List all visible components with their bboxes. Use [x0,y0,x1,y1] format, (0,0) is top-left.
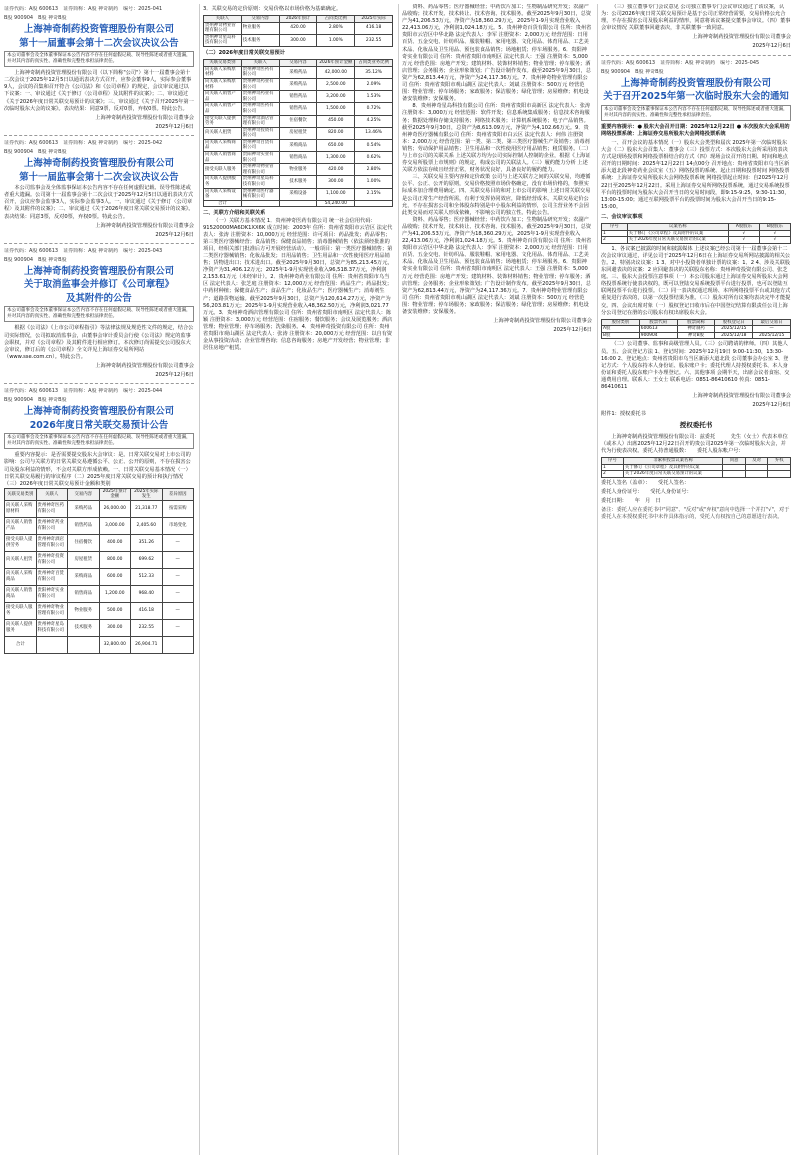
table-cell: √ [759,237,790,244]
table-cell: 420.00 [279,22,317,34]
table-row [204,22,393,34]
signature: 上海神奇制药投资管理股份有限公司董事会 [95,114,194,121]
table-cell: 2025/12/18 [715,332,753,339]
announcement-body: 1、各议案已披露的时间和披露媒体 上述议案已经公司第十一届董事会第十二次会议审议通过，详见公司于2025年12月6日在上海证券交易所网站披露的相关公告。2、特别决议议案：1 3、对中小投资者单独计票的议案：1、2 4、涉及关联股东回避表决的议案：2 应回避表决的关联股东名称：贵州神奇投资有限公司、张芝庭。三、股东大会投票注意事项（一）本公司股东通过上海证券交易所股东大会网络投票系统行使表决权的，既可以登陆交易系统投票平台进行投票，也可以登陆互联网投票平台进行投票。（二）同一表决权通过现场、本所网络投票平台或其他方式重复进行表决的，以第一次投票结果为准。（三）股东对所有议案均表决完毕才能提交。四、会议出席对象（一）股权登记日收市后在中国登记结算有限责任公司上海分公司登记在册的公司股东有权出席股东大会。 [601,245,791,316]
announcement-body: 上海神奇制药投资管理股份有限公司（以下简称"公司"）第十一届董事会第十二次会议于2025年12月5日以通讯表决方式召开，应参会董事9人，实际参会董事9人，会议的召集和召开符合《公司法》和《公司章程》的规定，会议审议通过以下议案：一、审议通过《关于修订〈公司章程〉及其附件的议案》；二、审议通过《关于2026年度日常关联交易预计的议案》；三、审议通过《关于召开2025年第一次临时股东大会的议案》。表决结果：同意9票，反对0票，弃权0票。特此公告。 [4,70,194,112]
table-cell: 物业服务 [241,22,279,34]
table-cell: — [162,551,194,568]
table-cell: 1 [602,464,624,471]
announcement-title: 上海神奇制药投资管理股份有限公司 [23,158,174,170]
table-cell: 900904 [639,332,677,339]
table-cell: 采购药品 [279,78,317,90]
table-cell: 贵州神奇星岛科技有限公司 [204,34,242,46]
table-cell: 3,000.00 [99,517,131,534]
table-cell: 接受关联人服务 [204,164,242,176]
table-cell: 贵州神奇药业有限公司 [241,91,279,103]
table-cell: 4.25% [355,115,393,127]
table-cell [768,464,791,471]
table-cell: 向关联人销售产品 [204,103,242,115]
table-cell: 神奇制药 [677,326,715,333]
registration-table: 股份类别 股票代码 股票简称 股权登记日 最后交易日 A股 600613 神奇制药 2025/12/15 — B股 900904 神奇B股 2025/12/18 2025/12/15 [601,319,791,340]
table-cell: 向关联人租赁 [204,127,242,139]
table-cell: 采购设备 [279,188,317,200]
table-row [204,127,393,139]
table-cell: 2025/12/15 [753,332,791,339]
table-cell: 采购药品 [68,500,100,517]
table-cell: 2.09% [355,78,393,90]
table-cell: 向关联人销售产品 [5,517,37,534]
table-cell: 820.00 [317,127,355,139]
table-cell: 1.00% [317,34,355,46]
announcement-body: 资料、药品零售；医疗器械经营；中药饮片加工；生物制品研究开发；农副产品收购；技术开发、技术转让、技术咨询、技术服务。截至2025年9月30日，总资产为41,206.53万元，净资产为18,360.29万元，2025年1-9月实现营业收入22,413.06万元，净利润1,024.18万元。5．贵州神奇百货有限公司 住所：贵州省贵阳市云岩区中华北路 法定代表人：李军 注册资本：2,000万元 经营范围：日用百货、五金交电、针纺织品、服装鞋帽、家用电器、文化用品、体育用品、工艺美术品、化妆品及卫生用品、预包装食品销售；场地租赁；停车场服务。6．贵阳神奇实业有限公司 住所：贵州省贵阳市南明区 法定代表人：王强 注册资本：5,000万元 经营范围：房地产开发；建筑材料、装饰材料销售；物业管理；停车服务；酒店管理；会务服务；企业形象策划；广告设计制作发布。截至2025年9月30日，总资产为62,813.44万元，净资产为24,117.36万元。7．贵州神奇物业管理有限公司 住所：贵州省贵阳市观山湖区 法定代表人：刘斌 注册资本：500万元 经营范围：物业管理；停车场服务；家政服务；保洁服务；绿化管理；房屋维修；机电设备安装维修；安保服务。 [402,4,592,103]
table-cell: 2.80% [317,22,355,34]
announcement-body: 三、关联交易主要内容和定价政策 公司与上述关联方之间的关联交易，均遵循公平、公正、公开的原则，交易价格按照市场价格确定，没有市场价格的，参照实际成本加合理费用确定。四、关联交易目的和对上市公司的影响 上述日常关联交易是公司正常生产经营所需，有利于发挥协同效应，降低经营成本。关联交易定价公允，不存在损害公司和全体股东特别是中小股东利益的情形，公司主营业务不会因此类交易而对关联人形成依赖，不影响公司的独立性。特此公告。 [402,174,591,216]
table-cell: 采购商品 [68,568,100,585]
table-cell: 向关联人采购原材料 [204,78,242,90]
announcement-title: 及其附件的公告 [66,292,132,304]
column-4: （三）独立董事专门会议意见 公司独立董事专门会议审议通过了该议案，认为：公司2026年度日常关联交易预计是基于公司正常经营需要，交易价格公允合理，不存在损害公司及股东利益的情形，同意将该议案提交董事会审议。（四）董事会审议情况 关联董事回避表决，非关联董事一致同意。 上海神奇制药投资管理股份有限公司董事会 2025年12月6日 证券代码：A股 600613 证券简称：A股 神奇制药 编号：2025-045 B股 900904 B股 神奇B股 上海神奇制药投资管理股份有限公司 关于召开2025年第一次临时股东大会的通知 本公司董事会及全体董事保证本公告内容不存在任何虚假记载、误导性陈述或者重大遗漏，并对其内容的真实性、准确性和完整性承担法律责任。 重要内容提示：● 股东大会召开日期：2025年12月22日 ● 本次股东大会采用的网络投票系统：上海证券交易所股东大会网络投票系统 一、召开会议的基本情况（一）股东大会类型和届次 2025年第一次临时股东大会（二）股东大会召集人：董事会（三）投票方式：本次股东大会所采用的表决方式是现场投票和网络投票相结合的方式（四）现场会议召开的日期、时间和地点 召开的日期时间：2025年12月22日 14点00分 召开地点：贵州省贵阳市乌当区新添大道北段神奇药业会议室（五）网络投票的系统、起止日期和投票时间 网络投票系统：上海证券交易所股东大会网络投票系统 网络投票起止时间：自2025年12月22日至2025年12月22日。采用上海证券交易所网络投票系统，通过交易系统投票平台的投票时间为股东大会召开当日的交易时间段，即9:15-9:25，9:30-11:30，13:00-15:00；通过互联网投票平台的投票时间为股东大会召开当日的9:15-15:00。 二、会议审议事项 序号 议案名称 A股股东 B股股东 1 关于修订《公司章程》及其附件的议案 √ √ 2 关于2026年度日常关联交易预计的议案 √ √ 1、各议案已披露的时间和披露媒体 上述议案已经公司第十一届董事会第十二次会议审议通过，详见公司于2025年12月6日在上海证券交易所网站披露的相关公告。2、特别决议议案：1 3、对中小投资者单独计票的议案：1、2 4、涉及关联股东回避表决的议案：2 应回避表决的关联股东名称：贵州神奇投资有限公司、张芝庭。三、股东大会投票注意事项（一）本公司股东通过上海证券交易所股东大会网络投票系统行使表决权的，既可以登陆交易系统投票平台进行投票，也可以登陆互联网投票平台进行投票。（二）同一表决权通过现场、本所网络投票平台或其他方式重复进行表决的，以第一次投票结果为准。（三）股东对所有议案均表决完毕才能提交。四、会议出席对象（一）股权登记日收市后在中国登记结算有限责任公司上海分公司登记在册的公司股东有权出席股东大会。 股份类别 股票代码 股票简称 股权登记日 最后交易日 A股 600613 神奇制药 2025/12/15 — B股 900904 神奇B股 2025/12/18 2025/12/15 （二）公司董事、监事和高级管理人员。（三）公司聘请的律师。（四）其他人员。五、会议登记方法 1、登记时间：2025年12月19日 9:00-11:30，13:30-16:00 2、登记地点：贵州省贵阳市乌当区新添大道北段 公司董事会办公室 3、登记方式：个人股东持本人身份证、股东账户卡；委托代理人持授权委托书、本人身份证和委托人股东账户卡办理登记。六、其他事项 会期半天，出席会议者食宿、交通费用自理。联系人：王女士 联系电话：0851-86410610 传真：0851-86410611 上海神奇制药投资管理股份有限公司董事会 2025年12月6日 附件1：授权委托书 授权委托书 上海神奇制药投资管理股份有限公司：兹委托 先生（女士）代表本单位（或本人）出席2025年12月22日召开的贵公司2025年第一次临时股东大会，并代为行使表决权。委托人持普通股数： 委托人股东帐户号： 序号 非累积投票议案名称 同意 反对 弃权 1 关于修订《公司章程》及其附件的议案 2 关于2026年度日常关联交易预计的议案 委托人签名（盖章）： 受托人签名： 委托人身份证号： 受托人身份证号： 委托日期： 年 月 日 备注：委托人应在委托书中"同意"、"反对"或"弃权"意向中选择一个并打"√"，对于委托人在本授权委托书中未作具体指示的，受托人有权按自己的意愿进行表决。 [601,4,791,521]
table-cell: 向关联人租赁 [5,551,37,568]
announcement-title: 2026年度日常关联交易预计公告 [29,419,169,431]
table-cell: 贵州神奇投资有限公司 [241,127,279,139]
table-cell: 贵州神奇百货有限公司 [36,568,68,585]
table-cell: 销售药品 [279,91,317,103]
table-cell [745,464,768,471]
table-cell: 500.00 [99,602,131,619]
table-cell: 0.72% [355,103,393,115]
table-row [204,152,393,164]
table-cell: 销售商品 [68,585,100,602]
table-cell: — [753,326,791,333]
table-cell: — [162,568,194,585]
table-cell: 贵州神奇物业管理有限公司 [241,164,279,176]
table-cell: 合计 [5,636,37,653]
table-cell: 3,200.00 [317,91,355,103]
table-row [5,517,194,534]
table-cell: — [162,619,194,636]
table-cell: 232.55 [355,34,393,46]
table-cell: 市场变化 [162,517,194,534]
table-row [204,188,393,200]
table-cell: 300.00 [279,34,317,46]
table-cell: B股 [602,332,640,339]
table-cell: 13.46% [355,127,393,139]
table-row [5,619,194,636]
table-row [204,78,393,90]
table-cell: 贵州神奇星岛科技有限公司 [241,176,279,188]
table-cell: 416.18 [355,22,393,34]
table-cell: 32,800.00 [99,636,131,653]
table-cell: 按需采购 [162,500,194,517]
announcement-body: 一、召开会议的基本情况（一）股东大会类型和届次 2025年第一次临时股东大会（二）股东大会召集人：董事会（三）投票方式：本次股东大会所采用的表决方式是现场投票和网络投票相结合的方式（四）现场会议召开的日期、时间和地点 召开的日期时间：2025年12月22日 14点00分 召开地点：贵州省贵阳市乌当区新添大道北段神奇药业会议室（五）网络投票的系统、起止日期和投票时间 网络投票系统：上海证券交易所股东大会网络投票系统 网络投票起止时间：自2025年12月22日至2025年12月22日。采用上海证券交易所网络投票系统，通过交易系统投票平台的投票时间为股东大会召开当日的交易时间段，即9:15-9:25，9:30-11:30，13:00-15:00；通过互联网投票平台的投票时间为股东大会召开当日的9:15-15:00。 [601,139,790,210]
table-cell: 向关联人销售商品 [204,152,242,164]
announcement-body: 资料、药品零售；医疗器械经营；中药饮片加工；生物制品研究开发；农副产品收购；技术开发、技术转让、技术咨询、技术服务。截至2025年9月30日，总资产为41,206.53万元，净资产为18,360.29万元，2025年1-9月实现营业收入22,413.06万元，净利润1,024.18万元。5．贵州神奇百货有限公司 住所：贵州省贵阳市云岩区中华北路 法定代表人：李军 注册资本：2,000万元 经营范围：日用百货、五金交电、针纺织品、服装鞋帽、家用电器、文化用品、体育用品、工艺美术品、化妆品及卫生用品、预包装食品销售；场地租赁；停车场服务。6．贵阳神奇实业有限公司 住所：贵州省贵阳市南明区 法定代表人：王强 注册资本：5,000万元 经营范围：房地产开发；建筑材料、装饰材料销售；物业管理；停车服务；酒店管理；会务服务；企业形象策划；广告设计制作发布。截至2025年9月30日，总资产为62,813.44万元，净资产为24,117.36万元。7．贵州神奇物业管理有限公司 住所：贵州省贵阳市观山湖区 法定代表人：刘斌 注册资本：500万元 经营范围：物业管理；停车场服务；家政服务；保洁服务；绿化管理；房屋维修；机电设备安装维修；安保服务。 [402,216,592,316]
table-row [204,34,393,46]
table-cell: 技术服务 [68,619,100,636]
table-cell: 贵州神奇酒店管理有限公司 [241,115,279,127]
table-cell: 向关联人销售商品 [5,585,37,602]
announcement-title: 上海神奇制药投资管理股份有限公司 [23,406,174,418]
table-cell: 向关联人提供服务 [204,176,242,188]
table-cell: 232.55 [131,619,163,636]
column-3: 资料、药品零售；医疗器械经营；中药饮片加工；生物制品研究开发；农副产品收购；技术开发、技术转让、技术咨询、技术服务。截至2025年9月30日，总资产为41,206.53万元，净资产为18,360.29万元，2025年1-9月实现营业收入22,413.06万元，净利润1,024.18万元。5．贵州神奇百货有限公司 住所：贵州省贵阳市云岩区中华北路 法定代表人：李军 注册资本：2,000万元 经营范围：日用百货、五金交电、针纺织品、服装鞋帽、家用电器、文化用品、体育用品、工艺美术品、化妆品及卫生用品、预包装食品销售；场地租赁；停车场服务。6．贵阳神奇实业有限公司 住所：贵州省贵阳市南明区 法定代表人：王强 注册资本：5,000万元 经营范围：房地产开发；建筑材料、装饰材料销售；物业管理；停车服务；酒店管理；会务服务；企业形象策划；广告设计制作发布。截至2025年9月30日，总资产为62,813.44万元，净资产为24,117.36万元。7．贵州神奇物业管理有限公司 住所：贵州省贵阳市观山湖区 法定代表人：刘斌 注册资本：500万元 经营范围：物业管理；停车场服务；家政服务；保洁服务；绿化管理；房屋维修；机电设备安装维修；安保服务。 8．贵州神奇星岛科技有限公司 住所：贵州省贵阳市高新区 法定代表人：张涛 注册资本：3,000万元 经营范围：软件开发；信息系统集成服务；信息技术咨询服务；数据处理和存储支持服务；网络技术服务；计算机系统服务；电子产品销售。截至2025年9月30日，总资产为8,613.09万元，净资产为4,102.66万元。9．贵州神奇医疗器械有限公司 住所：贵州省贵阳市白云区 法定代表人：何伟 注册资本：2,000万元 经营范围：第一类、第二类、第三类医疗器械生产及销售；消毒剂销售；劳动保护用品销售；卫生用品和一次性使用医疗用品销售；租赁服务。（二）与上市公司的关联关系 上述关联方均为公司实际控制人控制的企业，根据《上海证券交易所股票上市规则》的规定，构成公司的关联法人。（三）履约能力分析 上述关联方依法存续且经营正常，财务状况良好，具备良好的履约能力。 三、关联交易主要内容和定价政策 公司与上述关联方之间的关联交易，均遵循公平、公正、公开的原则，交易价格按照市场价格确定，没有市场价格的，参照实际成本加合理费用确定。四、关联交易目的和对上市公司的影响 上述日常关联交易是公司正常生产经营所需，有利于发挥协同效应，降低经营成本。关联交易定价公允，不存在损害公司和全体股东特别是中小股东利益的情形，公司主营业务不会因此类交易而对关联人形成依赖，不影响公司的独立性。特此公告。 资料、药品零售；医疗器械经营；中药饮片加工；生物制品研究开发；农副产品收购；技术开发、技术转让、技术咨询、技术服务。截至2025年9月30日，总资产为41,206.53万元，净资产为18,360.29万元，2025年1-9月实现营业收入22,413.06万元，净利润1,024.18万元。5．贵州神奇百货有限公司 住所：贵州省贵阳市云岩区中华北路 法定代表人：李军 注册资本：2,000万元 经营范围：日用百货、五金交电、针纺织品、服装鞋帽、家用电器、文化用品、体育用品、工艺美术品、化妆品及卫生用品、预包装食品销售；场地租赁；停车场服务。6．贵阳神奇实业有限公司 住所：贵州省贵阳市南明区 法定代表人：王强 注册资本：5,000万元 经营范围：房地产开发；建筑材料、装饰材料销售；物业管理；停车服务；酒店管理；会务服务；企业形象策划；广告设计制作发布。截至2025年9月30日，总资产为62,813.44万元，净资产为24,117.36万元。7．贵州神奇物业管理有限公司 住所：贵州省贵阳市观山湖区 法定代表人：刘斌 注册资本：500万元 经营范围：物业管理；停车场服务；家政服务；保洁服务；绿化管理；房屋维修；机电设备安装维修；安保服务。 上海神奇制药投资管理股份有限公司董事会 2025年12月6日 [402,4,592,334]
table-row [602,230,791,237]
table-cell: 贵州神奇医药有限公司 [36,500,68,517]
table-cell: 贵州神奇医药有限公司 [241,66,279,78]
table-cell: 技术服务 [241,34,279,46]
table-cell: 向关联人采购原材料 [204,66,242,78]
table-cell [723,471,746,478]
table-cell: 420.00 [317,164,355,176]
table-cell: 1,200.00 [99,585,131,602]
table-cell [745,471,768,478]
table-cell: 1.53% [355,91,393,103]
table-cell: 技术服务 [279,176,317,188]
table-row [204,115,393,127]
table-cell: — [162,534,194,551]
table-cell: 接受关联人提供劳务 [5,534,37,551]
column-2: 3．关联交易的定价原则：交易价格以市场价格为基础确定。 关联人 交易内容 2026年预计 占同类比例 2025年实际 贵州神奇物业管理有限公司 物业服务 420.00 2.80% 416.18 贵州神奇星岛科技有限公司 技术服务 300.00 1.00% 232.55 （二）2026年度日常关联交易预计 关联交易类别 关联人 交易内容 2026年预计金额 占同类业务比例 向关联人采购原材料 贵州神奇医药有限公司 采购药品 42,000.00 35.12% 向关联人采购原材料 贵州神奇药业有限公司 采购药品 2,500.00 2.09% 向关联人销售产品 贵州神奇药业有限公司 销售药品 3,200.00 1.53% 向关联人销售产品 贵州神奇医药有限公司 销售药品 1,500.00 0.72% 接受关联人提供劳务 贵州神奇酒店管理有限公司 住宿餐饮 450.00 4.25% 向关联人租赁 贵州神奇投资有限公司 房屋租赁 820.00 13.46% 向关联人采购商品 贵州神奇百货有限公司 采购商品 650.00 0.54% 向关联人销售商品 贵阳神奇实业有限公司 销售商品 1,300.00 0.62% 接受关联人服务 贵州神奇物业管理有限公司 物业服务 420.00 2.80% 向关联人提供服务 贵州神奇星岛科技有限公司 技术服务 300.00 1.00% 向关联人采购设备 贵州神奇医疗器械有限公司 采购设备 1,100.00 2.15% 合计 54,240.00 二、关联方介绍和关联关系 （一）关联方基本情况 1．贵州神奇医药有限公司 统一社会信用代码：91520000MA6DK1XX6K 成立时间：2003年 住所：贵州省贵阳市云岩区 法定代表人：张涛 注册资本：10,000万元 经营范围：许可项目：药品批发；药品零售；第三类医疗器械经营；食品销售；保健食品销售；消毒器械销售（依法须经批准的项目，经相关部门批准后方可开展经营活动）。一般项目：第一类医疗器械销售；第二类医疗器械销售；化妆品批发；日用品销售；卫生用品和一次性使用医疗用品销售；货物进出口；技术进出口。截至2025年9月30日，总资产为85,213.45万元，净资产为31,406.12万元；2025年1-9月实现营业收入96,518.37万元，净利润2,153.61万元（未经审计）。2．贵州神奇药业有限公司 住所：贵州省贵阳市乌当区 法定代表人：张芝庭 注册资本：12,000万元 经营范围：药品生产；药品批发；中药材种植；保健食品生产；食品生产；化妆品生产；医疗器械生产；消毒剂生产；道路货物运输。截至2025年9月30日，总资产为120,614.27万元，净资产为56,203.81万元；2025年1-9月实现营业收入48,362.50万元，净利润3,021.77万元。3．贵州神奇酒店管理有限公司 住所：贵州省贵阳市南明区 法定代表人：陈颖 注册资本：3,000万元 经营范围：住宿服务；餐饮服务；会议及展览服务；酒店管理；物业管理；停车场服务；洗染服务。4．贵州神奇投资有限公司 住所：贵州省贵阳市观山湖区 法定代表人：张涛 注册资本：20,000万元 经营范围：以自有资金从事投资活动；企业管理咨询；信息咨询服务；房地产开发经营；物业管理；非居住房地产租赁。 [203,6,393,352]
responsibility-notice: 本公司董事会及全体董事保证本公告内容不存在任何虚假记载、误导性陈述或者重大遗漏，并对其内容的真实性、准确性和完整性承担法律责任。 [4,51,194,67]
table-cell: 450.00 [317,115,355,127]
related-transactions-table: 关联交易类别 关联人 交易内容 2025年预计金额 2025年实际发生 差异原因 向关联人采购原材料 贵州神奇医药有限公司 采购药品 26,000.00 21,318.77 按需采购 向关联人销售产品 贵州神奇药业有限公司 销售药品 3,000.00 2,405.60 市场变化 接受关联人提供劳务 贵州神奇酒店管理有限公司 住宿餐饮 400.00 351.26 — 向关联人租赁 贵州神奇投资有限公司 房屋租赁 800.00 699.62 — 向关联人采购商品 贵州神奇百货有限公司 采购商品 600.00 512.33 — 向关联人销售商品 贵阳神奇实业有限公司 销售商品 1,200.00 968.40 — 接受关联人服务 贵州神奇物业管理有限公司 物业服务 500.00 416.18 — 向关联人提供服务 贵州神奇星岛科技有限公司 技术服务 300.00 232.55 — 合计 32,800.00 26,904.71 [4,488,194,654]
table-row [602,471,791,478]
table-cell [162,636,194,653]
table-cell: 512.33 [131,568,163,585]
table-cell: 关于修订《公司章程》及其附件的议案 [627,230,728,237]
table-cell: 关于2026年度日常关联交易预计的议案 [627,237,728,244]
table-cell: 600.00 [99,568,131,585]
table-cell: 住宿餐饮 [68,534,100,551]
table-row [204,164,393,176]
table-row [204,103,393,115]
table-cell: 贵阳神奇实业有限公司 [241,152,279,164]
table-cell: 2025/12/15 [715,326,753,333]
table-row [5,568,194,585]
table-cell: 1,100.00 [317,188,355,200]
table-cell: 贵阳神奇实业有限公司 [36,585,68,602]
table-row [5,551,194,568]
table-cell [36,636,68,653]
table-row [602,326,791,333]
table-row [204,91,393,103]
table-cell: √ [728,237,759,244]
table-cell: 贵州神奇百货有限公司 [241,139,279,151]
table-cell: 2.15% [355,188,393,200]
table-cell: 采购药品 [279,66,317,78]
table-cell: 向关联人采购商品 [5,568,37,585]
announcement-title: 关于取消监事会并修订《公司章程》 [23,279,174,291]
table-cell: — [162,602,194,619]
table-cell: 968.40 [131,585,163,602]
announcement-body: （二）公司董事、监事和高级管理人员。（三）公司聘请的律师。（四）其他人员。五、会议登记方法 1、登记时间：2025年12月19日 9:00-11:30，13:30-16:00 2、登记地点：贵州省贵阳市乌当区新添大道北段 公司董事会办公室 3、登记方式：个人股东持本人身份证、股东账户卡；委托代理人持授权委托书、本人身份证和委托人股东账户卡办理登记。六、其他事项 会期半天，出席会议者食宿、交通费用自理。联系人：王女士 联系电话：0851-86410610 传真：0851-86410611 [601,341,790,391]
table-cell: 416.18 [131,602,163,619]
table-cell: 2 [602,471,624,478]
table-cell: 贵州神奇物业管理有限公司 [204,22,242,34]
table-cell: 2 [602,237,628,244]
table-row [602,237,791,244]
table-cell: 0.54% [355,139,393,151]
table-cell: 2.80% [355,164,393,176]
table-total-row [204,200,393,207]
announcement-title: 上海神奇制药投资管理股份有限公司 [23,265,174,277]
table-cell: 关于2026年度日常关联交易预计的议案 [623,471,722,478]
proxy-vote-table: 序号 非累积投票议案名称 同意 反对 弃权 1 关于修订《公司章程》及其附件的议案 2 关于2026年度日常关联交易预计的议案 [601,457,791,478]
table-cell: 贵州神奇酒店管理有限公司 [36,534,68,551]
announcement-title: 第十一届董事会第十二次会议决议公告 [19,37,179,49]
table-row [5,585,194,602]
announcement-title: 上海神奇制药投资管理股份有限公司 [620,77,771,89]
table-cell: 贵州神奇药业有限公司 [36,517,68,534]
table-cell [768,471,791,478]
table-cell: 1 [602,230,628,237]
table-cell: 向关联人采购设备 [204,188,242,200]
table-cell: 销售药品 [279,103,317,115]
table-cell: √ [728,230,759,237]
table-cell: 神奇B股 [677,332,715,339]
table-cell: 向关联人采购商品 [204,139,242,151]
announcement-body: 重要内容提示：是否需要提交股东大会审议：是。日常关联交易对上市公司的影响：公司与关联方的日常关联交易遵循公平、公正、公开的原则，不存在损害公司及股东利益的情形，不会对关联方形成依赖。一、日常关联交易基本情况（一）日常关联交易履行的审议程序（二）2025年度日常关联交易的预计和执行情况（三）2026年度日常关联交易预计金额和类别 [4,452,191,487]
table-cell: 贵州神奇投资有限公司 [36,551,68,568]
table-cell: 300.00 [99,619,131,636]
table-cell: 房屋租赁 [279,127,317,139]
table-cell: 向关联人提供服务 [5,619,37,636]
table-row [5,500,194,517]
table-cell: 351.26 [131,534,163,551]
table-cell: 300.00 [317,176,355,188]
announcement-title: 上海神奇制药投资管理股份有限公司 [23,24,174,36]
table-cell: — [162,585,194,602]
table-cell: 600613 [639,326,677,333]
table-cell: 房屋租赁 [68,551,100,568]
table-cell: 向关联人采购原材料 [5,500,37,517]
table-cell: 贵州神奇药业有限公司 [241,78,279,90]
table-cell [68,636,100,653]
table-cell: 1.00% [355,176,393,188]
newspaper-page [4,4,796,1155]
table-row [204,66,393,78]
agenda-table: 序号 议案名称 A股股东 B股股东 1 关于修订《公司章程》及其附件的议案 √ √ 2 关于2026年度日常关联交易预计的议案 √ √ [601,223,791,244]
announcement-title: 第十一届监事会第十二次会议决议公告 [19,171,179,183]
table-cell: 关于修订《公司章程》及其附件的议案 [623,464,722,471]
announcement-body: 根据《公司法》《上市公司章程指引》等法律法规及规范性文件的规定，结合公司实际情况，公司拟取消监事会，由董事会审计委员会行使《公司法》规定的监事会职权，并对《公司章程》及其附件进行相应修订。本次修订尚需提交公司股东大会审议，修订后的《公司章程》全文详见上海证券交易所网站（www.sse.com.cn）。特此公告。 [4,325,194,360]
table-cell [355,200,393,207]
table-cell: 35.12% [355,66,393,78]
table-cell: 销售药品 [68,517,100,534]
table-cell: 住宿餐饮 [279,115,317,127]
table-cell: 向关联人销售产品 [204,91,242,103]
table-cell: 42,000.00 [317,66,355,78]
table-row [602,464,791,471]
table-cell: 采购商品 [279,139,317,151]
table-cell: 800.00 [99,551,131,568]
table-cell: 1,300.00 [317,152,355,164]
table-row [5,602,194,619]
table-cell: 贵州神奇星岛科技有限公司 [36,619,68,636]
table-cell: 贵州神奇医药有限公司 [241,103,279,115]
table-cell: 合计 [204,200,242,207]
table-cell: 2,500.00 [317,78,355,90]
table-cell: 54,240.00 [317,200,355,207]
table-cell: 物业服务 [279,164,317,176]
related-transactions-2026-table: 关联交易类别 关联人 交易内容 2026年预计金额 占同类业务比例 向关联人采购原材料 贵州神奇医药有限公司 采购药品 42,000.00 35.12% 向关联人采购原材料 贵州神奇药业有限公司 采购药品 2,500.00 2.09% 向关联人销售产品 贵州神奇药业有限公司 销售药品 3,200.00 1.53% 向关联人销售产品 贵州神奇医药有限公司 销售药品 1,500.00 0.72% 接受关联人提供劳务 贵州神奇酒店管理有限公司 住宿餐饮 450.00 4.25% 向关联人租赁 贵州神奇投资有限公司 房屋租赁 820.00 13.46% 向关联人采购商品 贵州神奇百货有限公司 采购商品 650.00 0.54% 向关联人销售商品 贵阳神奇实业有限公司 销售商品 1,300.00 0.62% 接受关联人服务 贵州神奇物业管理有限公司 物业服务 420.00 2.80% 向关联人提供服务 贵州神奇星岛科技有限公司 技术服务 300.00 1.00% 向关联人采购设备 贵州神奇医疗器械有限公司 采购设备 1,100.00 2.15% 合计 54,240.00 [203,59,393,207]
table-cell: 400.00 [99,534,131,551]
table-row [204,139,393,151]
table-cell: 销售商品 [279,152,317,164]
announcement-body: （一）关联方基本情况 1．贵州神奇医药有限公司 统一社会信用代码：91520000MA6DK1XX6K 成立时间：2003年 住所：贵州省贵阳市云岩区 法定代表人：张涛 注册资本：10,000万元 经营范围：许可项目：药品批发；药品零售；第三类医疗器械经营；食品销售；保健食品销售；消毒器械销售（依法须经批准的项目，经相关部门批准后方可开展经营活动）。一般项目：第一类医疗器械销售；第二类医疗器械销售；化妆品批发；日用品销售；卫生用品和一次性使用医疗用品销售；货物进出口；技术进出口。截至2025年9月30日，总资产为85,213.45万元，净资产为31,406.12万元；2025年1-9月实现营业收入96,518.37万元，净利润2,153.61万元（未经审计）。2．贵州神奇药业有限公司 住所：贵州省贵阳市乌当区 法定代表人：张芝庭 注册资本：12,000万元 经营范围：药品生产；药品批发；中药材种植；保健食品生产；食品生产；化妆品生产；医疗器械生产；消毒剂生产；道路货物运输。截至2025年9月30日，总资产为120,614.27万元，净资产为56,203.81万元；2025年1-9月实现营业收入48,362.50万元，净利润3,021.77万元。3．贵州神奇酒店管理有限公司 住所：贵州省贵阳市南明区 法定代表人：陈颖 注册资本：3,000万元 经营范围：住宿服务；餐饮服务；会议及展览服务；酒店管理；物业管理；停车场服务；洗染服务。4．贵州神奇投资有限公司 住所：贵州省贵阳市观山湖区 法定代表人：张涛 注册资本：20,000万元 经营范围：以自有资金从事投资活动；企业管理咨询；信息咨询服务；房地产开发经营；物业管理；非居住房地产租赁。 [203,217,393,352]
table-cell: 贵州神奇医疗器械有限公司 [241,188,279,200]
table-cell: 贵州神奇物业管理有限公司 [36,602,68,619]
table-cell: 26,904.71 [131,636,163,653]
table-total-row [5,636,194,653]
table-cell: 2,405.60 [131,517,163,534]
table-cell: 21,318.77 [131,500,163,517]
table-row [5,534,194,551]
table-cell: 接受关联人服务 [5,602,37,619]
related-transactions-summary-table: 关联人 交易内容 2026年预计 占同类比例 2025年实际 贵州神奇物业管理有限公司 物业服务 420.00 2.80% 416.18 贵州神奇星岛科技有限公司 技术服务 300.00 1.00% 232.55 [203,15,393,47]
table-cell: 接受关联人提供劳务 [204,115,242,127]
table-cell [279,200,317,207]
table-cell: A股 [602,326,640,333]
announcement-title: 关于召开2025年第一次临时股东大会的通知 [603,91,789,103]
table-row [204,176,393,188]
table-cell [241,200,279,207]
table-cell [723,464,746,471]
table-cell: 699.62 [131,551,163,568]
table-cell: 650.00 [317,139,355,151]
table-row [602,332,791,339]
column-1: 证券代码：A股 600613 证券简称：A股 神奇制药 编号：2025-041 B股 900904 B股 神奇B股 上海神奇制药投资管理股份有限公司 第十一届董事会第十二次会议决议公告 本公司董事会及全体董事保证本公告内容不存在任何虚假记载、误导性陈述或者重大遗漏，并对其内容的真实性、准确性和完整性承担法律责任。 上海神奇制药投资管理股份有限公司（以下简称"公司"）第十一届董事会第十二次会议于2025年12月5日以通讯表决方式召开，应参会董事9人，实际参会董事9人，会议的召集和召开符合《公司法》和《公司章程》的规定，会议审议通过以下议案：一、审议通过《关于修订〈公司章程〉及其附件的议案》；二、审议通过《关于2026年度日常关联交易预计的议案》；三、审议通过《关于召开2025年第一次临时股东大会的议案》。表决结果：同意9票，反对0票，弃权0票。特此公告。 上海神奇制药投资管理股份有限公司董事会 2025年12月6日 证券代码：A股 600613 证券简称：A股 神奇制药 编号：2025-042 B股 900904 B股 神奇B股 上海神奇制药投资管理股份有限公司 第十一届监事会第十二次会议决议公告 本公司监事会及全体监事保证本公告内容不存在任何虚假记载、误导性陈述或者重大遗漏。公司第十一届监事会第十二次会议于2025年12月5日以通讯表决方式召开，会议应参会监事3人，实际参会监事3人。一、审议通过《关于修订〈公司章程〉及其附件的议案》；二、审议通过《关于2026年度日常关联交易预计的议案》。表决结果：同意3票，反对0票，弃权0票。特此公告。 上海神奇制药投资管理股份有限公司董事会 2025年12月6日 证券代码：A股 600613 证券简称：A股 神奇制药 编号：2025-043 B股 900904 B股 神奇B股 上海神奇制药投资管理股份有限公司 关于取消监事会并修订《公司章程》 及其附件的公告 本公司董事会及全体董事保证本公告内容不存在任何虚假记载、误导性陈述或者重大遗漏，并对其内容的真实性、准确性和完整性承担法律责任。 根据《公司法》《上市公司章程指引》等法律法规及规范性文件的规定，结合公司实际情况，公司拟取消监事会，由董事会审计委员会行使《公司法》规定的监事会职权，并对《公司章程》及其附件进行相应修订。本次修订尚需提交公司股东大会审议，修订后的《公司章程》全文详见上海证券交易所网站（www.sse.com.cn）。特此公告。 上海神奇制药投资管理股份有限公司董事会 2025年12月6日 证券代码：A股 600613 证券简称：A股 神奇制药 编号：2025-044 B股 900904 B股 神奇B股 上海神奇制药投资管理股份有限公司 2026年度日常关联交易预计公告 本公司董事会及全体董事保证本公告内容不存在任何虚假记载、误导性陈述或者重大遗漏，并对其内容的真实性、准确性和完整性承担法律责任。 重要内容提示：是否需要提交股东大会审议：是。日常关联交易对上市公司的影响：公司与关联方的日常关联交易遵循公平、公正、公开的原则，不存在损害公司及股东利益的情形，不会对关联方形成依赖。一、日常关联交易基本情况（一）日常关联交易履行的审议程序（二）2025年度日常关联交易的预计和执行情况（三）2026年度日常关联交易预计金额和类别 关联交易类别 关联人 交易内容 2025年预计金额 2025年实际发生 差异原因 向关联人采购原材料 贵州神奇医药有限公司 采购药品 26,000.00 21,318.77 按需采购 向关联人销售产品 贵州神奇药业有限公司 销售药品 3,000.00 2,405.60 市场变化 接受关联人提供劳务 贵州神奇酒店管理有限公司 住宿餐饮 400.00 351.26 — 向关联人租赁 贵州神奇投资有限公司 房屋租赁 800.00 699.62 — 向关联人采购商品 贵州神奇百货有限公司 采购商品 600.00 512.33 — 向关联人销售商品 贵阳神奇实业有限公司 销售商品 1,200.00 968.40 — 接受关联人服务 贵州神奇物业管理有限公司 物业服务 500.00 416.18 — 向关联人提供服务 贵州神奇星岛科技有限公司 技术服务 300.00 232.55 — 合计 32,800.00 26,904.71 [4,4,194,1155]
table-cell: 0.62% [355,152,393,164]
announcement-body: 本公司监事会及全体监事保证本公告内容不存在任何虚假记载、误导性陈述或者重大遗漏。公司第十一届监事会第十二次会议于2025年12月5日以通讯表决方式召开，会议应参会监事3人，实际参会监事3人。一、审议通过《关于修订〈公司章程〉及其附件的议案》；二、审议通过《关于2026年度日常关联交易预计的议案》。表决结果：同意3票，反对0票，弃权0票。特此公告。 [4,185,194,220]
table-cell: √ [759,230,790,237]
table-cell: 26,000.00 [99,500,131,517]
table-cell: 1,500.00 [317,103,355,115]
announcement-body: 8．贵州神奇星岛科技有限公司 住所：贵州省贵阳市高新区 法定代表人：张涛 注册资本：3,000万元 经营范围：软件开发；信息系统集成服务；信息技术咨询服务；数据处理和存储支持服务；网络技术服务；计算机系统服务；电子产品销售。截至2025年9月30日，总资产为8,613.09万元，净资产为4,102.66万元。9．贵州神奇医疗器械有限公司 住所：贵州省贵阳市白云区 法定代表人：何伟 注册资本：2,000万元 经营范围：第一类、第二类、第三类医疗器械生产及销售；消毒剂销售；劳动保护用品销售；卫生用品和一次性使用医疗用品销售；租赁服务。（二）与上市公司的关联关系 上述关联方均为公司实际控制人控制的企业，根据《上海证券交易所股票上市规则》的规定，构成公司的关联法人。（三）履约能力分析 上述关联方依法存续且经营正常，财务状况良好，具备良好的履约能力。 [402,103,592,174]
table-cell: 物业服务 [68,602,100,619]
